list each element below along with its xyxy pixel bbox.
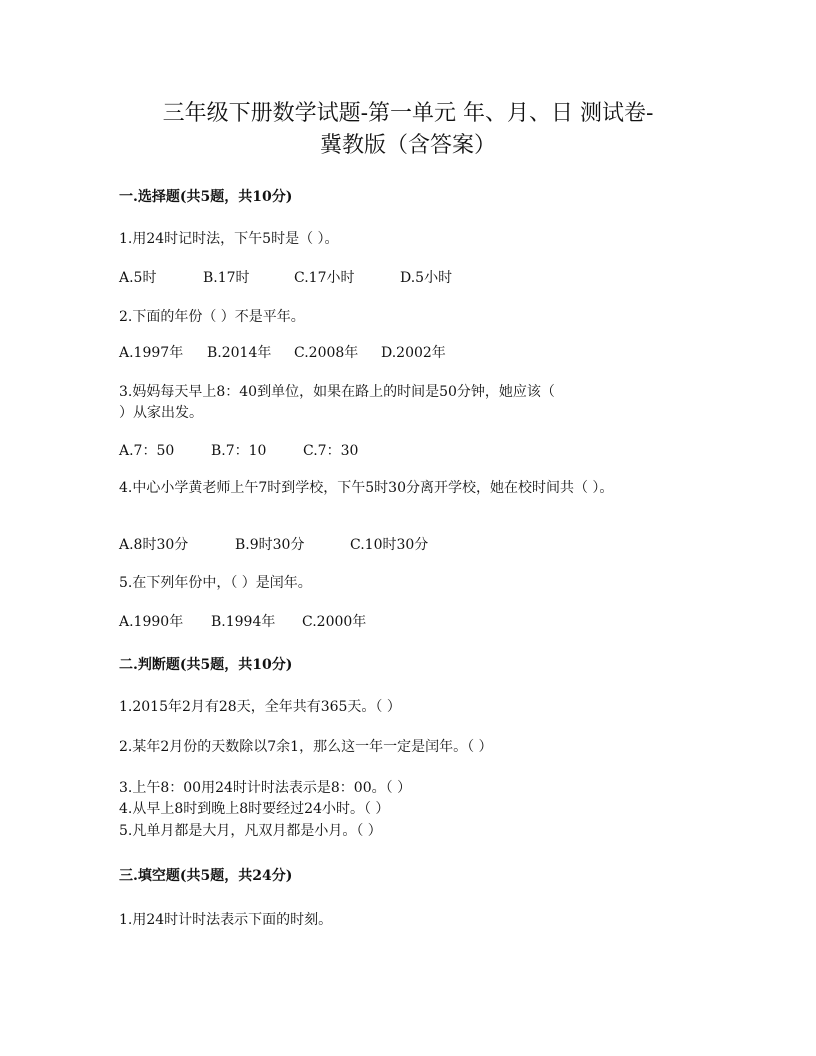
judge-question-2: 2.某年2月份的天数除以7余1，那么这一年一定是闰年。（ ） — [119, 739, 493, 755]
judge-question-3: 3.上午8：00用24时计时法表示是8：00。（ ） — [119, 780, 412, 796]
section-heading-judge: 二.判断题(共5题，共10分) — [119, 657, 293, 673]
choice-question-3-line-2: ）从家出发。 — [119, 405, 203, 421]
judge-question-1: 1.2015年2月有28天，全年共有365天。（ ） — [119, 699, 401, 715]
option: B.17时 — [203, 270, 250, 286]
option: C.17小时 — [294, 270, 355, 286]
option: B.1994年 — [211, 614, 276, 630]
option: C.2008年 — [294, 345, 359, 361]
judge-question-4: 4.从早上8时到晚上8时要经过24小时。（ ） — [119, 801, 390, 817]
option: D.5小时 — [400, 270, 453, 286]
option: A.5时 — [119, 270, 157, 286]
choice-question-1: 1.用24时记时法，下午5时是（ ）。 — [119, 231, 339, 247]
option: C.7：30 — [303, 443, 359, 459]
choice-question-4: 4.中心小学黄老师上午7时到学校，下午5时30分离开学校，她在校时间共（ ）。 — [119, 480, 614, 496]
option: B.2014年 — [207, 345, 272, 361]
option: A.8时30分 — [119, 537, 189, 553]
option: B.7：10 — [211, 443, 267, 459]
judge-question-5: 5.凡单月都是大月，凡双月都是小月。（ ） — [119, 823, 382, 839]
option: D.2002年 — [381, 345, 446, 361]
option: A.1997年 — [119, 345, 184, 361]
choice-question-5: 5.在下列年份中，（ ）是闰年。 — [119, 575, 312, 591]
option: B.9时30分 — [235, 537, 305, 553]
option: C.10时30分 — [350, 537, 429, 553]
option: A.7：50 — [119, 443, 175, 459]
exam-title-line-1: 三年级下册数学试题-第一单元 年、月、日 测试卷- — [162, 101, 654, 126]
section-heading-fill: 三.填空题(共5题，共24分) — [119, 868, 293, 884]
choice-question-3-line-1: 3.妈妈每天早上8：40到单位，如果在路上的时间是50分钟，她应该（ — [119, 384, 555, 400]
fill-question-1: 1.用24时计时法表示下面的时刻。 — [119, 912, 333, 928]
exam-title-line-2: 冀教版（含答案） — [319, 133, 496, 158]
option: A.1990年 — [119, 614, 184, 630]
section-heading-choice: 一.选择题(共5题，共10分) — [119, 189, 293, 205]
choice-question-2: 2.下面的年份（ ）不是平年。 — [119, 309, 305, 325]
option: C.2000年 — [302, 614, 367, 630]
